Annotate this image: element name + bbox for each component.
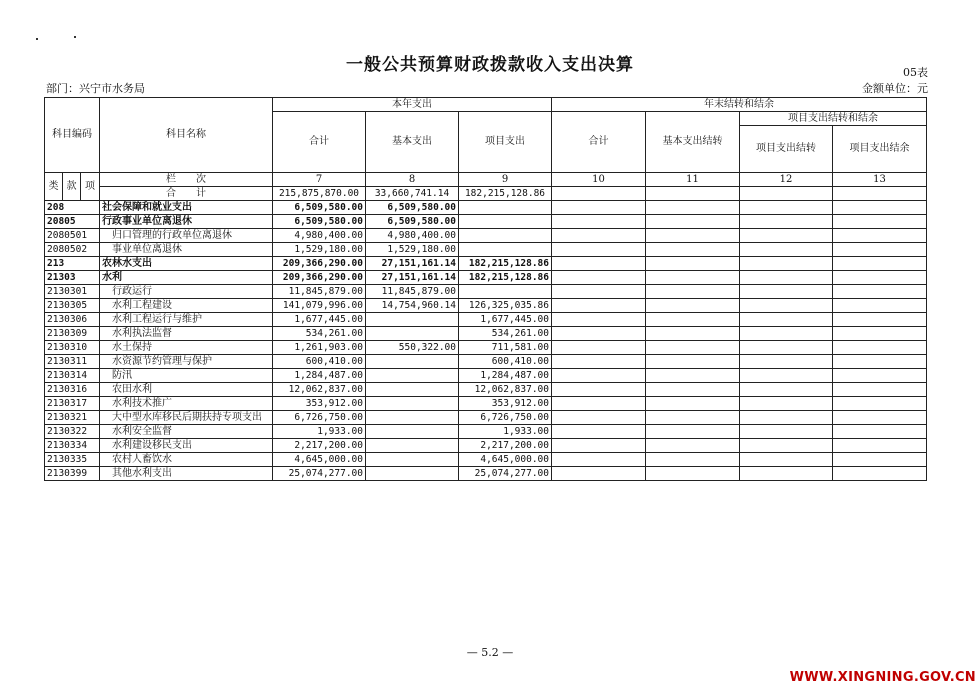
row-project [459, 201, 552, 215]
page-number: — 5.2 — [466, 646, 514, 659]
empty-cell [833, 327, 927, 341]
empty-cell [646, 201, 740, 215]
empty-cell [740, 397, 833, 411]
empty-cell [552, 257, 646, 271]
empty-cell [552, 439, 646, 453]
empty-cell [740, 285, 833, 299]
empty-cell [552, 453, 646, 467]
empty-cell [552, 355, 646, 369]
row-basic: 14,754,960.14 [366, 299, 459, 313]
row-basic: 6,509,580.00 [366, 215, 459, 229]
row-project [459, 229, 552, 243]
empty-cell [833, 355, 927, 369]
header-ye-basic: 基本支出结转 [646, 112, 740, 173]
table-row [45, 411, 927, 425]
row-total: 25,074,277.00 [273, 467, 366, 481]
empty-cell [833, 453, 927, 467]
empty-cell [833, 467, 927, 481]
budget-table [44, 97, 927, 481]
row-basic [366, 439, 459, 453]
empty-cell [552, 299, 646, 313]
empty-cell [833, 187, 927, 201]
empty-cell [740, 355, 833, 369]
row-name: 水利工程建设 [100, 299, 273, 313]
empty-cell [740, 341, 833, 355]
row-project [459, 215, 552, 229]
row-total: 600,410.00 [273, 355, 366, 369]
empty-cell [552, 327, 646, 341]
row-name: 大中型水库移民后期扶持专项支出 [100, 411, 273, 425]
row-total: 1,529,180.00 [273, 243, 366, 257]
row-project: 2,217,200.00 [459, 439, 552, 453]
table-row [45, 299, 927, 313]
row-code: 2130399 [45, 467, 100, 481]
empty-cell [646, 187, 740, 201]
empty-cell [740, 383, 833, 397]
empty-cell [646, 425, 740, 439]
empty-cell [740, 467, 833, 481]
empty-cell [552, 467, 646, 481]
row-total: 1,933.00 [273, 425, 366, 439]
header-ye-project-surplus: 项目支出结余 [833, 126, 927, 173]
empty-cell [740, 439, 833, 453]
row-basic [366, 313, 459, 327]
empty-cell [646, 257, 740, 271]
empty-cell [833, 341, 927, 355]
empty-cell [646, 313, 740, 327]
row-basic: 27,151,161.14 [366, 257, 459, 271]
empty-cell [646, 411, 740, 425]
row-name: 防汛 [100, 369, 273, 383]
row-total: 6,509,580.00 [273, 215, 366, 229]
header-basic: 基本支出 [366, 112, 459, 173]
table-row [45, 313, 927, 327]
empty-cell [833, 369, 927, 383]
table-row [45, 355, 927, 369]
empty-cell [646, 215, 740, 229]
row-name: 水利技术推广 [100, 397, 273, 411]
header-ye-project-carry: 项目支出结转 [740, 126, 833, 173]
row-name: 水土保持 [100, 341, 273, 355]
empty-cell [833, 229, 927, 243]
empty-cell [552, 313, 646, 327]
table-row [45, 383, 927, 397]
row-project: 6,726,750.00 [459, 411, 552, 425]
row-project: 4,645,000.00 [459, 453, 552, 467]
empty-cell [646, 341, 740, 355]
table-row [45, 439, 927, 453]
empty-cell [833, 383, 927, 397]
row-code: 2130314 [45, 369, 100, 383]
row-total: 4,645,000.00 [273, 453, 366, 467]
empty-cell [646, 285, 740, 299]
empty-cell [646, 439, 740, 453]
column-number: 11 [646, 173, 740, 187]
amount-unit: 金额单位：元 [862, 82, 928, 95]
row-total: 6,726,750.00 [273, 411, 366, 425]
table-row [45, 215, 927, 229]
empty-cell [833, 257, 927, 271]
row-code: 2130305 [45, 299, 100, 313]
empty-cell [552, 201, 646, 215]
row-project: 182,215,128.86 [459, 257, 552, 271]
row-code: 2080501 [45, 229, 100, 243]
empty-cell [552, 285, 646, 299]
empty-cell [552, 383, 646, 397]
row-project: 25,074,277.00 [459, 467, 552, 481]
empty-cell [646, 327, 740, 341]
empty-cell [833, 439, 927, 453]
row-basic [366, 355, 459, 369]
row-total: 141,079,996.00 [273, 299, 366, 313]
empty-cell [552, 215, 646, 229]
empty-cell [740, 271, 833, 285]
column-number: 9 [459, 173, 552, 187]
row-name: 水利工程运行与维护 [100, 313, 273, 327]
empty-cell [740, 257, 833, 271]
header-current-year: 本年支出 [273, 98, 552, 112]
empty-cell [646, 383, 740, 397]
table-row [45, 229, 927, 243]
row-basic: 1,529,180.00 [366, 243, 459, 257]
empty-cell [740, 411, 833, 425]
row-code: 21303 [45, 271, 100, 285]
row-name: 社会保障和就业支出 [100, 201, 273, 215]
row-total: 1,284,487.00 [273, 369, 366, 383]
row-project: 12,062,837.00 [459, 383, 552, 397]
empty-cell [740, 299, 833, 313]
header-sum-label: 合 计 [100, 187, 273, 201]
empty-cell [552, 229, 646, 243]
row-total: 209,366,290.00 [273, 271, 366, 285]
row-project: 1,933.00 [459, 425, 552, 439]
empty-cell [552, 369, 646, 383]
row-basic [366, 397, 459, 411]
row-name: 水利执法监督 [100, 327, 273, 341]
row-basic [366, 411, 459, 425]
column-number: 12 [740, 173, 833, 187]
row-total: 1,677,445.00 [273, 313, 366, 327]
empty-cell [740, 369, 833, 383]
row-code: 2130317 [45, 397, 100, 411]
row-code: 20805 [45, 215, 100, 229]
table-row [45, 397, 927, 411]
empty-cell [552, 271, 646, 285]
row-code: 2130301 [45, 285, 100, 299]
empty-cell [646, 467, 740, 481]
empty-cell [646, 229, 740, 243]
header-cat-lei: 类 [45, 173, 63, 201]
empty-cell [740, 215, 833, 229]
empty-cell [833, 201, 927, 215]
row-code: 213 [45, 257, 100, 271]
department-label: 部门：兴宁市水务局 [46, 82, 145, 95]
row-code: 2130306 [45, 313, 100, 327]
row-total: 353,912.00 [273, 397, 366, 411]
header-name: 科目名称 [100, 98, 273, 173]
empty-cell [552, 243, 646, 257]
table-row [45, 369, 927, 383]
empty-cell [740, 313, 833, 327]
empty-cell [552, 425, 646, 439]
row-project: 711,581.00 [459, 341, 552, 355]
row-project [459, 243, 552, 257]
sum-total: 215,875,870.00 [273, 187, 366, 201]
header-ye-project-group: 项目支出结转和结余 [740, 112, 927, 126]
row-name: 其他水利支出 [100, 467, 273, 481]
empty-cell [646, 397, 740, 411]
empty-cell [740, 243, 833, 257]
column-number: 8 [366, 173, 459, 187]
row-basic [366, 467, 459, 481]
row-total: 534,261.00 [273, 327, 366, 341]
row-total: 11,845,879.00 [273, 285, 366, 299]
sum-basic: 33,660,741.14 [366, 187, 459, 201]
row-total: 1,261,903.00 [273, 341, 366, 355]
row-name: 事业单位离退休 [100, 243, 273, 257]
column-number: 13 [833, 173, 927, 187]
row-name: 农田水利 [100, 383, 273, 397]
table-row [45, 327, 927, 341]
row-total: 12,062,837.00 [273, 383, 366, 397]
header-year-end: 年末结转和结余 [552, 98, 927, 112]
row-name: 农村人畜饮水 [100, 453, 273, 467]
empty-cell [740, 201, 833, 215]
row-total: 4,980,400.00 [273, 229, 366, 243]
empty-cell [833, 397, 927, 411]
row-project: 126,325,035.86 [459, 299, 552, 313]
column-number: 10 [552, 173, 646, 187]
empty-cell [740, 229, 833, 243]
row-project: 600,410.00 [459, 355, 552, 369]
empty-cell [833, 243, 927, 257]
website-watermark: WWW.XINGNING.GOV.CN [789, 670, 976, 685]
header-column-label: 栏 次 [100, 173, 273, 187]
scan-speck [36, 38, 38, 40]
table-row [45, 341, 927, 355]
row-basic [366, 425, 459, 439]
row-code: 208 [45, 201, 100, 215]
row-basic: 11,845,879.00 [366, 285, 459, 299]
empty-cell [833, 313, 927, 327]
header-cat-xiang: 项 [81, 173, 100, 201]
header-cat-kuan: 款 [63, 173, 81, 201]
empty-cell [646, 355, 740, 369]
row-name: 水利建设移民支出 [100, 439, 273, 453]
row-project: 1,284,487.00 [459, 369, 552, 383]
row-basic: 27,151,161.14 [366, 271, 459, 285]
empty-cell [740, 453, 833, 467]
sum-project: 182,215,128.86 [459, 187, 552, 201]
table-row [45, 201, 927, 215]
row-code: 2130334 [45, 439, 100, 453]
row-project: 534,261.00 [459, 327, 552, 341]
table-row [45, 257, 927, 271]
row-code: 2130321 [45, 411, 100, 425]
row-total: 6,509,580.00 [273, 201, 366, 215]
row-basic [366, 383, 459, 397]
row-code: 2080502 [45, 243, 100, 257]
header-code: 科目编码 [45, 98, 100, 173]
row-project: 353,912.00 [459, 397, 552, 411]
row-code: 2130311 [45, 355, 100, 369]
empty-cell [552, 341, 646, 355]
row-total: 2,217,200.00 [273, 439, 366, 453]
table-row [45, 243, 927, 257]
empty-cell [646, 299, 740, 313]
scan-speck [74, 36, 76, 38]
table-row [45, 425, 927, 439]
row-project: 1,677,445.00 [459, 313, 552, 327]
row-name: 水利安全监督 [100, 425, 273, 439]
table-row [45, 271, 927, 285]
row-code: 2130335 [45, 453, 100, 467]
header-project: 项目支出 [459, 112, 552, 173]
page-title: 一般公共预算财政拨款收入支出决算 [346, 55, 634, 75]
row-basic: 4,980,400.00 [366, 229, 459, 243]
empty-cell [833, 285, 927, 299]
row-basic [366, 453, 459, 467]
row-name: 行政事业单位离退休 [100, 215, 273, 229]
empty-cell [552, 397, 646, 411]
row-name: 水资源节约管理与保护 [100, 355, 273, 369]
row-basic [366, 369, 459, 383]
row-name: 农林水支出 [100, 257, 273, 271]
row-code: 2130309 [45, 327, 100, 341]
empty-cell [833, 299, 927, 313]
empty-cell [833, 271, 927, 285]
empty-cell [552, 411, 646, 425]
header-total: 合计 [273, 112, 366, 173]
empty-cell [646, 243, 740, 257]
row-basic: 6,509,580.00 [366, 201, 459, 215]
row-name: 归口管理的行政单位离退休 [100, 229, 273, 243]
empty-cell [740, 425, 833, 439]
row-project: 182,215,128.86 [459, 271, 552, 285]
row-basic [366, 327, 459, 341]
row-name: 水利 [100, 271, 273, 285]
row-basic: 550,322.00 [366, 341, 459, 355]
empty-cell [740, 187, 833, 201]
empty-cell [833, 411, 927, 425]
empty-cell [646, 369, 740, 383]
row-total: 209,366,290.00 [273, 257, 366, 271]
row-code: 2130322 [45, 425, 100, 439]
row-code: 2130316 [45, 383, 100, 397]
table-row [45, 467, 927, 481]
empty-cell [833, 215, 927, 229]
row-name: 行政运行 [100, 285, 273, 299]
table-row [45, 453, 927, 467]
empty-cell [740, 327, 833, 341]
column-number: 7 [273, 173, 366, 187]
empty-cell [552, 187, 646, 201]
table-row [45, 285, 927, 299]
empty-cell [646, 271, 740, 285]
row-code: 2130310 [45, 341, 100, 355]
empty-cell [646, 453, 740, 467]
empty-cell [833, 425, 927, 439]
form-number: 05表 [903, 66, 928, 79]
row-project [459, 285, 552, 299]
header-ye-total: 合计 [552, 112, 646, 173]
